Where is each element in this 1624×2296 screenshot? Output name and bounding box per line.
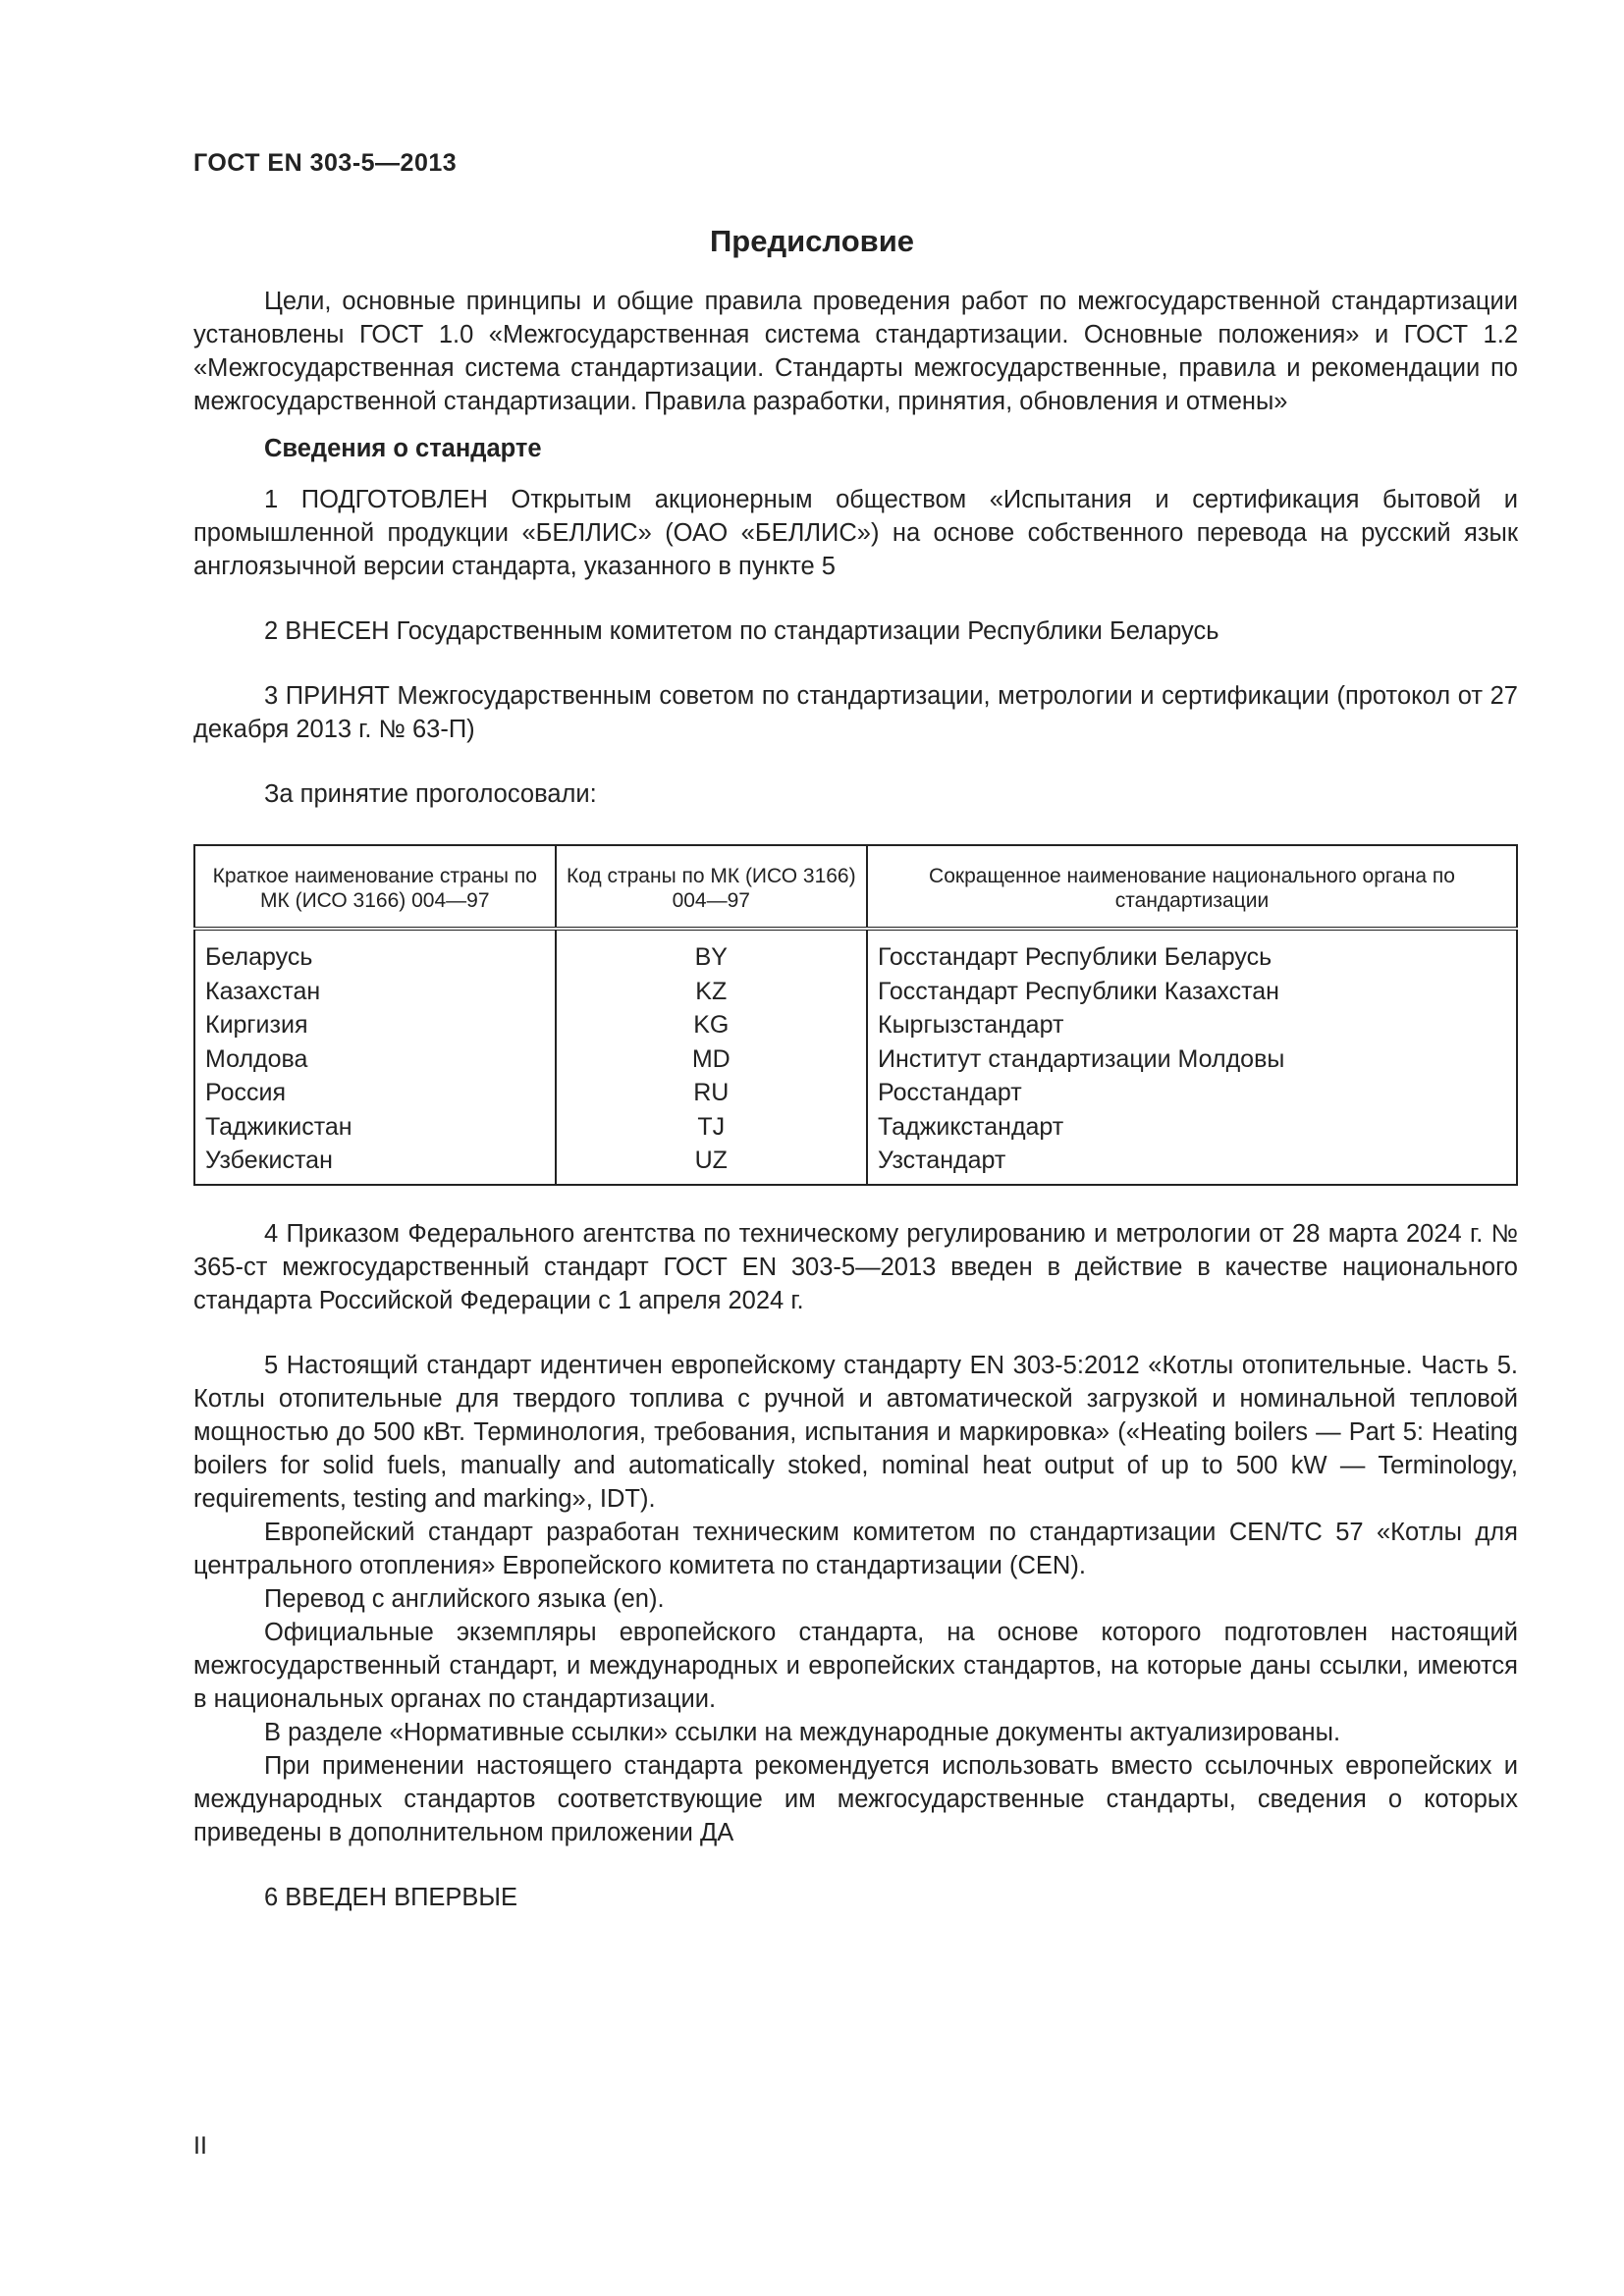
document-header: ГОСТ EN 303-5—2013 — [193, 149, 458, 177]
table-row — [194, 1110, 1517, 1145]
country-cell: Молдова — [194, 1042, 556, 1077]
intro-paragraph: Цели, основные принципы и общие правила проведения работ по межгосударственной стандартизации установлены ГОСТ 1.0 «Межгосударственная система стандартизации. Основные положения» и ГОСТ 1.2 «Межгосударственная система стандартизации. Стандарты межгосударственные, правила и рекомендации по межгосударственной стандартизации. Правила разработки, принятия, обновления и отмены» — [193, 288, 1518, 415]
table-header-row — [194, 845, 1517, 929]
table-row — [194, 975, 1517, 1009]
item-2-paragraph: 2 ВНЕСЕН Государственным комитетом по стандартизации Республики Беларусь — [264, 617, 1219, 645]
code-cell: MD — [556, 1042, 867, 1077]
page-number: II — [193, 2132, 207, 2160]
item-5-copies-paragraph: Официальные экземпляры европейского стандарта, на основе которого подготовлен настоящий межгосударственный стандарт, и международных и европейских стандартов, на которые даны ссылки, имеются в национальных органах по стандартизации. — [193, 1618, 1518, 1713]
item-4-paragraph: 4 Приказом Федерального агентства по техническому регулированию и метрологии от 28 марта 2024 г. № 365-ст межгосударственный стандарт ГОСТ EN 303-5—2013 введен в действие в качестве национального стандарта Российской Федерации с 1 апреля 2024 г. — [193, 1219, 1518, 1314]
country-cell: Таджикистан — [194, 1110, 556, 1145]
country-cell: Россия — [194, 1076, 556, 1110]
table-row — [194, 929, 1517, 975]
code-cell: RU — [556, 1076, 867, 1110]
authority-cell: Институт стандартизации Молдовы — [867, 1042, 1517, 1077]
authority-cell: Росстандарт — [867, 1076, 1517, 1110]
authority-cell: Госстандарт Республики Беларусь — [867, 929, 1517, 975]
table-row — [194, 1008, 1517, 1042]
page-title: Предисловие — [709, 224, 914, 258]
code-cell: KG — [556, 1008, 867, 1042]
authority-cell: Таджикстандарт — [867, 1110, 1517, 1145]
item-5-paragraph: 5 Настоящий стандарт идентичен европейскому стандарту EN 303-5:2012 «Котлы отопительные. Часть 5. Котлы отопительные для твердого топлива с ручной и автоматической загрузкой и номинальной тепловой мощностью до 500 кВт. Терминология, требования, испытания и маркировка» («Heating boilers — Part 5: Heating boilers for solid fuels, manually and automatically stoked, nominal heat output of up to 500 kW — Terminology, requirements, testing and marking», IDT). — [193, 1351, 1518, 1513]
country-cell: Узбекистан — [194, 1144, 556, 1185]
authority-cell: Госстандарт Республики Казахстан — [867, 975, 1517, 1009]
document-body — [193, 285, 1518, 1914]
authority-cell: Узстандарт — [867, 1144, 1517, 1185]
table-row — [194, 1076, 1517, 1110]
item-3-paragraph: 3 ПРИНЯТ Межгосударственным советом по стандартизации, метрологии и сертификации (протокол от 27 декабря 2013 г. № 63-П) — [193, 682, 1518, 743]
item-5-translation-paragraph: Перевод с английского языка (en). — [264, 1584, 665, 1613]
item-5-committee-paragraph: Европейский стандарт разработан техническим комитетом по стандартизации CEN/TC 57 «Котлы для центрального отопления» Европейского комитета по стандартизации (CEN). — [193, 1518, 1518, 1579]
item-6-paragraph: 6 ВВЕДЕН ВПЕРВЫЕ — [264, 1883, 518, 1911]
table-header-code: Код страны по МК (ИСО 3166) 004—97 — [556, 845, 867, 929]
table-row — [194, 1144, 1517, 1185]
code-cell: BY — [556, 929, 867, 975]
code-cell: KZ — [556, 975, 867, 1009]
code-cell: TJ — [556, 1110, 867, 1145]
table-header-country: Краткое наименование страны по МК (ИСО 3166) 004—97 — [194, 845, 556, 929]
voting-table — [193, 844, 1518, 1186]
code-cell: UZ — [556, 1144, 867, 1185]
table-header-authority: Сокращенное наименование национального органа по стандартизации — [867, 845, 1517, 929]
section-heading: Сведения о стандарте — [264, 435, 542, 462]
country-cell: Казахстан — [194, 975, 556, 1009]
table-row — [194, 1042, 1517, 1077]
country-cell: Беларусь — [194, 929, 556, 975]
authority-cell: Кыргызстандарт — [867, 1008, 1517, 1042]
country-cell: Киргизия — [194, 1008, 556, 1042]
item-1-paragraph: 1 ПОДГОТОВЛЕН Открытым акционерным обществом «Испытания и сертификация бытовой и промышленной продукции «БЕЛЛИС» (ОАО «БЕЛЛИС») на основе собственного перевода на русский язык англоязычной версии стандарта, указанного в пункте 5 — [193, 486, 1518, 580]
voted-label: За принятие проголосовали: — [264, 780, 597, 808]
item-5-references-paragraph: В разделе «Нормативные ссылки» ссылки на международные документы актуализированы. — [264, 1718, 1341, 1746]
item-5-application-paragraph: При применении настоящего стандарта рекомендуется использовать вместо ссылочных европейских и международных стандартов соответствующие им межгосударственные стандарты, сведения о которых приведены в дополнительном приложении ДА — [193, 1751, 1518, 1846]
